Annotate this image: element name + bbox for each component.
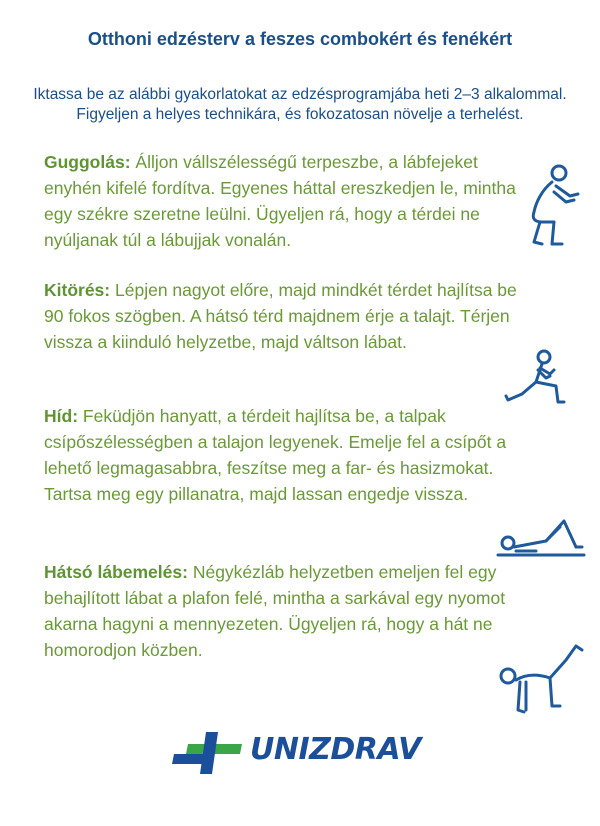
exercise-name: Hátsó lábemelés: bbox=[44, 562, 188, 582]
exercise-description: Álljon vállszélességű terpeszbe, a lábfejeket enyhén kifelé fordítva. Egyenes háttal ereszkedjen le, mintha egy székre szeretne leülni. Ügyeljen rá, hogy a térdei ne nyúljanak túl a lábujjak vonalán. bbox=[44, 152, 516, 250]
unizdrav-logo bbox=[168, 722, 438, 782]
intro-paragraph: Iktassa be az alábbi gyakorlatokat az edzésprogramjába heti 2–3 alkalommal. Figyeljen a helyes technikára, és fokozatosan növelje a terhelést. bbox=[33, 86, 567, 123]
medical-cross-icon bbox=[168, 722, 248, 782]
exercise-lunge bbox=[44, 277, 519, 355]
exercise-bridge bbox=[44, 403, 514, 507]
exercise-description: Feküdjön hanyatt, a térdeit hajlítsa be, a talpak csípőszélességben a talajon legyenek. Emelje fel a csípőt a lehető legmagasabbra, feszítse meg a far- és hasizmokat. Tartsa meg egy pillanatra, majd lassan engedje vissza. bbox=[44, 406, 507, 504]
page-title: Otthoni edzésterv a feszes combokért és fenékért bbox=[87, 29, 513, 49]
logo-text: UNIZDRAV bbox=[250, 732, 421, 767]
squat-figure-icon bbox=[512, 160, 582, 250]
lunge-figure-icon bbox=[502, 348, 584, 406]
exercise-donkey-kick bbox=[44, 559, 544, 663]
donkey-kick-figure-icon bbox=[496, 640, 588, 720]
exercise-squat bbox=[44, 149, 534, 253]
exercise-name: Guggolás: bbox=[44, 152, 131, 172]
exercise-description: Négykézláb helyzetben emeljen fel egy behajlított lábat a plafon felé, mintha a sarkával egy nyomot akarna hagyni a mennyezeten. Ügyeljen rá, hogy a hát ne homorodjon közben. bbox=[44, 562, 506, 660]
exercise-name: Kitörés: bbox=[44, 280, 111, 300]
exercise-name: Híd: bbox=[44, 406, 79, 426]
glute-bridge-figure-icon bbox=[496, 513, 588, 559]
exercise-description: Lépjen nagyot előre, majd mindkét térdet hajlítsa be 90 fokos szögben. A hátsó térd majdnem érje a talajt. Térjen vissza a kiinduló helyzetbe, majd váltson lábat. bbox=[44, 280, 517, 352]
